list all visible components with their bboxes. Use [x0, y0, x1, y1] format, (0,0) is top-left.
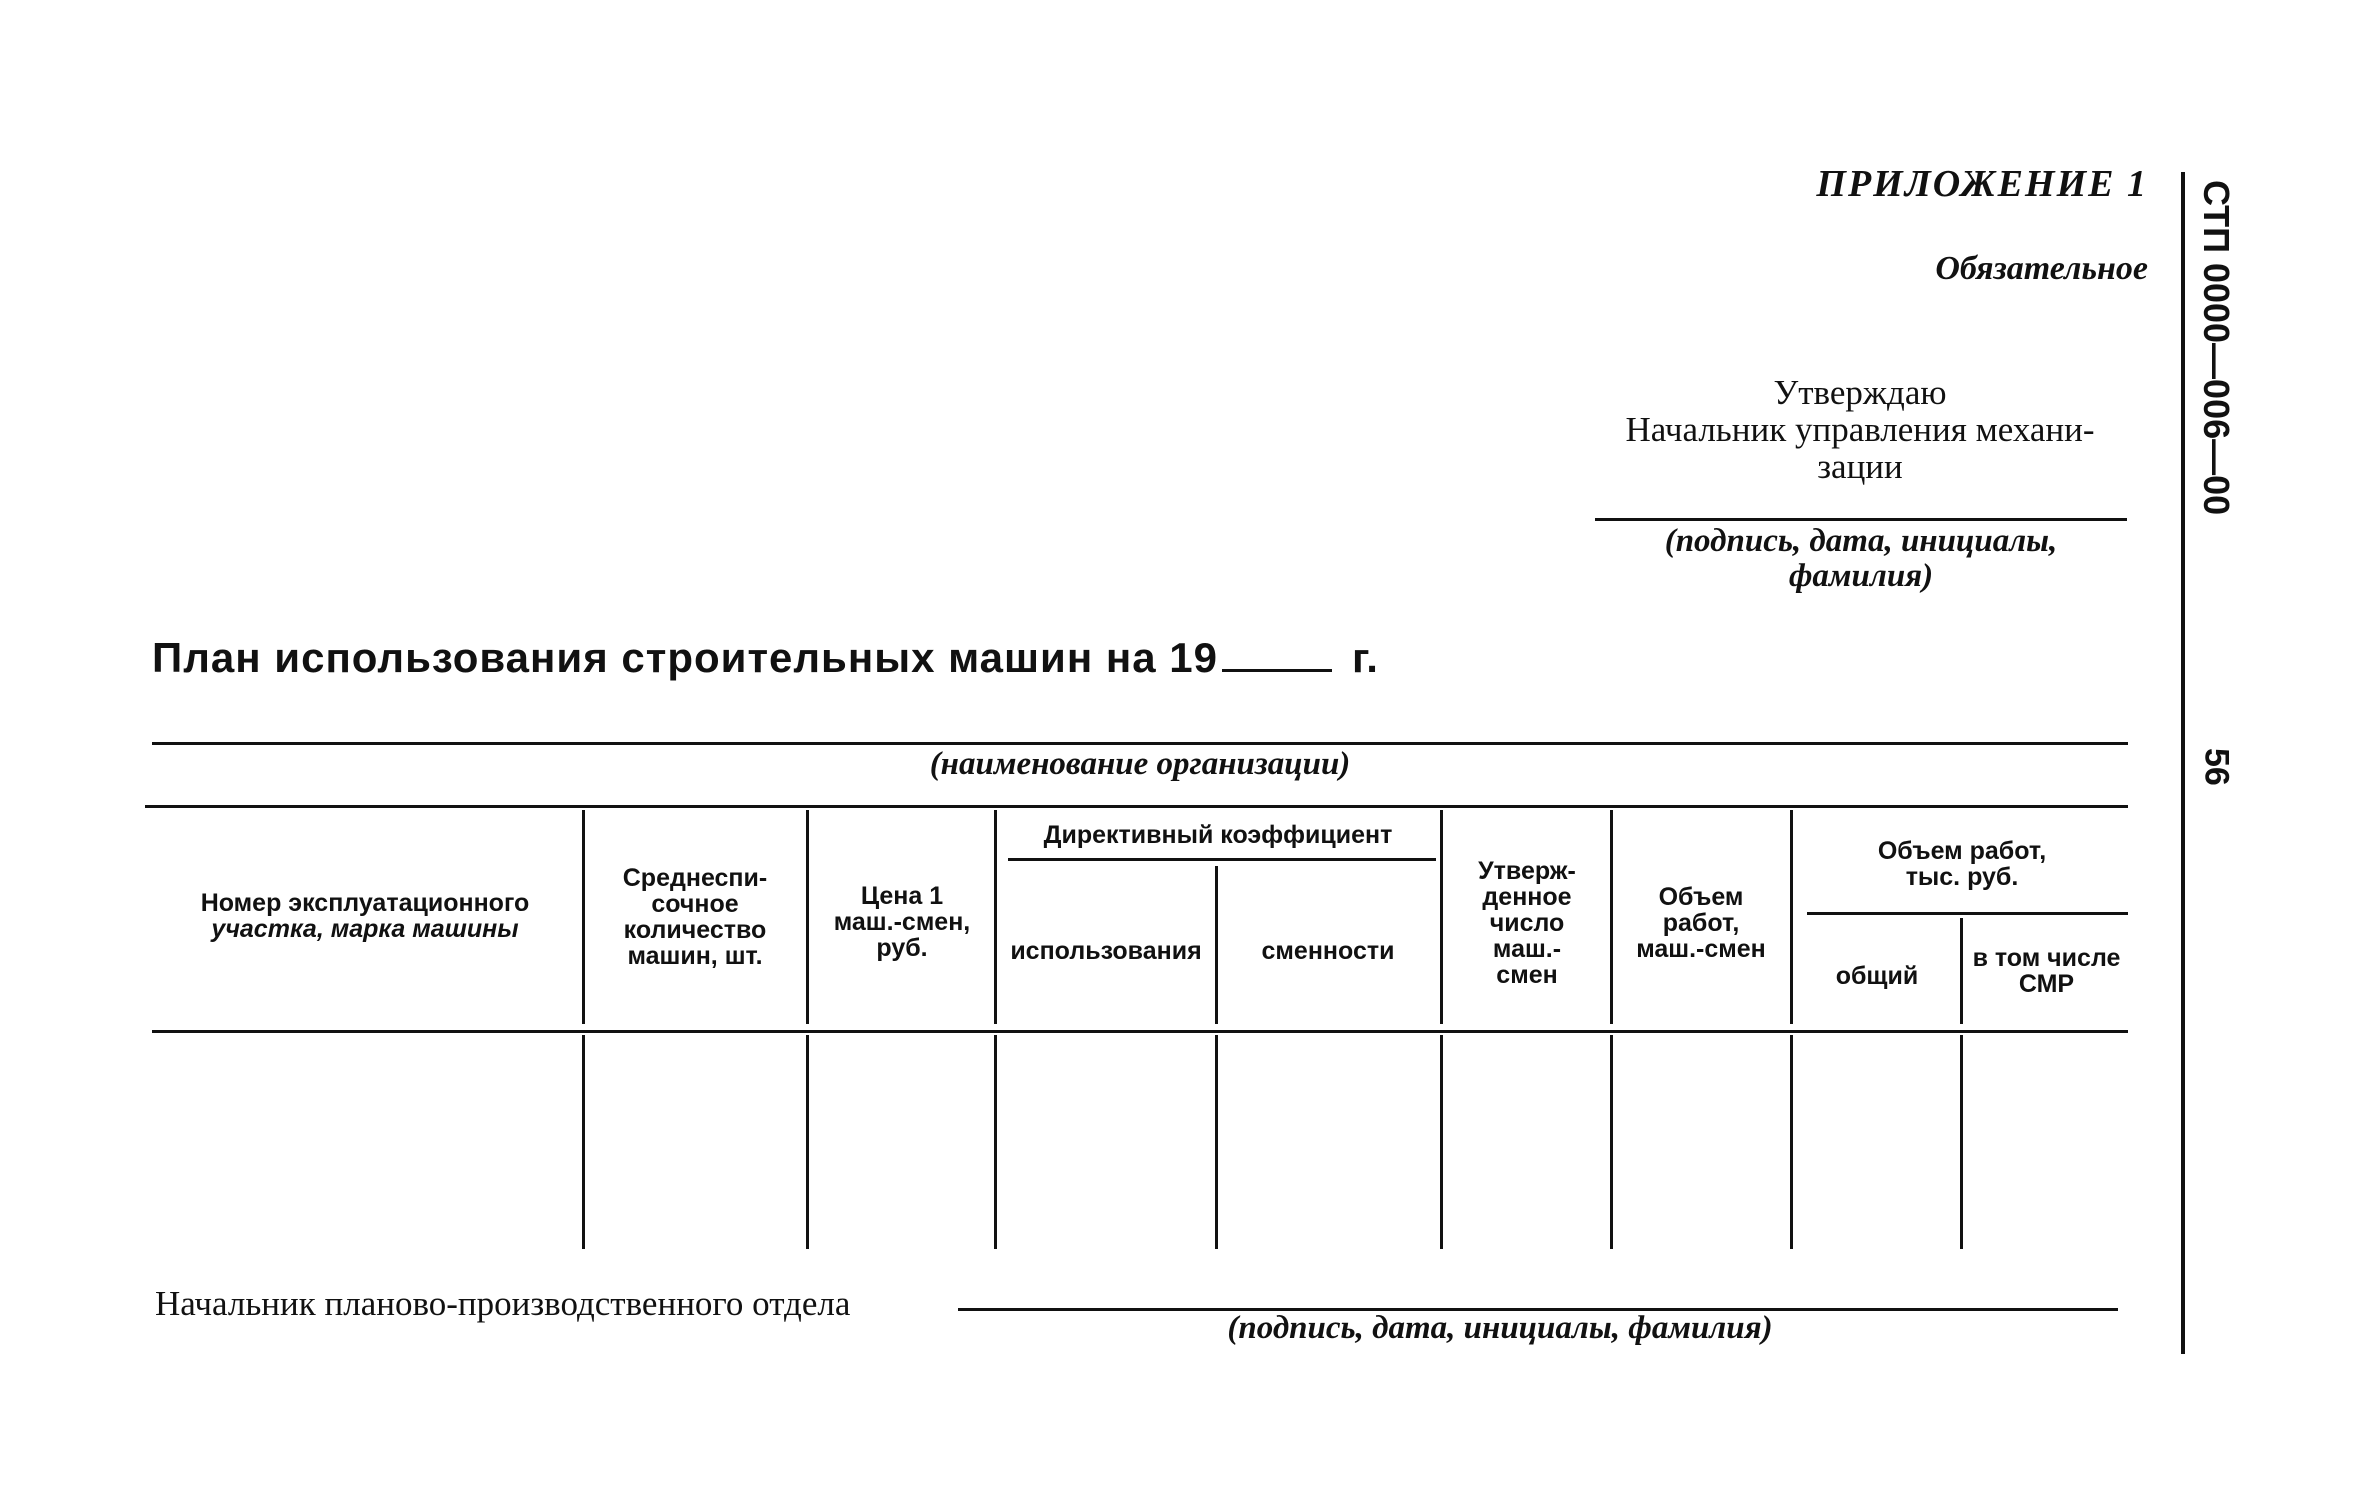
footer-signature-caption: (подпись, дата, инициалы, фамилия) [1227, 1310, 1773, 1346]
header-volume-line-2: работ, [1662, 909, 1740, 937]
title-text: План использования строительных машин на 19 [152, 634, 1218, 681]
approval-caption-line-2: фамилия) [1788, 558, 1934, 594]
header-volume-line-1: Объем [1658, 883, 1744, 911]
header-avg-line-4: машин, шт. [627, 942, 763, 970]
page-title [152, 634, 1379, 682]
appendix-label: ПРИЛОЖЕНИЕ 1 [1816, 163, 2148, 205]
header-average-count [588, 865, 802, 969]
header-usage: использования [1010, 937, 1202, 965]
page-number-text: 56 [2197, 748, 2236, 786]
approval-block [1585, 374, 2135, 485]
page-number [2186, 748, 2246, 808]
col-divider-7-header [1790, 810, 1793, 1024]
header-volume-line-3: маш.-смен [1636, 935, 1766, 963]
sidebar-rule [2181, 172, 2185, 1354]
col-divider-6-header [1610, 810, 1613, 1024]
col-divider-5-body [1440, 1035, 1443, 1249]
col-divider-8-header [1960, 918, 1963, 1024]
mandatory-label: Обязательное [1935, 250, 2148, 287]
approval-signature-line [1595, 518, 2127, 521]
col-divider-2-header [806, 810, 809, 1024]
approval-caption-line-1: (подпись, дата, инициалы, [1664, 523, 2058, 559]
organization-caption: (наименование организации) [929, 746, 1351, 782]
col-divider-1-body [582, 1035, 585, 1249]
header-avg-line-1: Среднеспи- [622, 864, 768, 892]
col-divider-5-header [1440, 810, 1443, 1024]
header-section-machine [155, 890, 575, 942]
col-divider-7-body [1790, 1035, 1793, 1249]
approval-line-2: Начальник управления механи- [1625, 410, 2095, 449]
document-code-text: СТП 0000—006—00 [2196, 180, 2237, 516]
header-approved-shifts [1446, 858, 1608, 988]
header-price-line-3: руб. [876, 934, 928, 962]
header-avg-line-2: сочное [651, 890, 739, 918]
header-approved-line-1: Утверж- [1478, 857, 1576, 885]
col-divider-6-body [1610, 1035, 1613, 1249]
year-blank [1222, 637, 1332, 672]
header-price-line-1: Цена 1 [860, 882, 944, 910]
volume-group-rule [1807, 912, 2128, 915]
header-smr-line-2: СМР [2018, 970, 2075, 998]
footer-label: Начальник планово-производственного отдела [155, 1284, 851, 1323]
header-shift: сменности [1261, 937, 1395, 965]
header-volume-shifts [1615, 884, 1787, 962]
col-divider-1-header [582, 810, 585, 1024]
header-approved-line-5: смен [1496, 961, 1558, 989]
header-price-line-2: маш.-смен, [833, 908, 971, 936]
document-code [2186, 180, 2246, 516]
header-price [811, 883, 993, 961]
col-divider-3-header [994, 810, 997, 1024]
header-section-line-1: Номер эксплуатационного [200, 889, 530, 917]
col-divider-8-body [1960, 1035, 1963, 1249]
header-volume-rub-line-2: тыс. руб. [1905, 863, 2019, 891]
header-approved-line-3: число [1489, 909, 1565, 937]
organization-line [152, 742, 2128, 745]
table-top-rule [145, 805, 2128, 808]
col-divider-2-body [806, 1035, 809, 1249]
col-divider-4-header [1215, 866, 1218, 1024]
header-smr-line-1: в том числе [1972, 944, 2121, 972]
header-volume-rub-line-1: Объем работ, [1877, 837, 2047, 865]
table-header-bottom-rule [152, 1030, 2128, 1033]
approval-signature-caption [1595, 524, 2127, 594]
header-directive-coefficient: Директивный коэффициент [1043, 821, 1393, 849]
header-approved-line-4: маш.- [1492, 935, 1562, 963]
header-volume-rub [1796, 838, 2128, 890]
directive-group-rule [1008, 858, 1436, 861]
header-section-line-2: участка, марка машины [211, 915, 519, 943]
title-suffix: г. [1352, 634, 1379, 681]
col-divider-3-body [994, 1035, 997, 1249]
col-divider-4-body [1215, 1035, 1218, 1249]
header-incl-smr [1965, 945, 2128, 997]
header-approved-line-2: денное [1482, 883, 1572, 911]
approval-line-1: Утверждаю [1773, 373, 1947, 412]
approval-line-3: зации [1817, 447, 1903, 486]
header-total: общий [1835, 962, 1919, 990]
header-avg-line-3: количество [623, 916, 767, 944]
